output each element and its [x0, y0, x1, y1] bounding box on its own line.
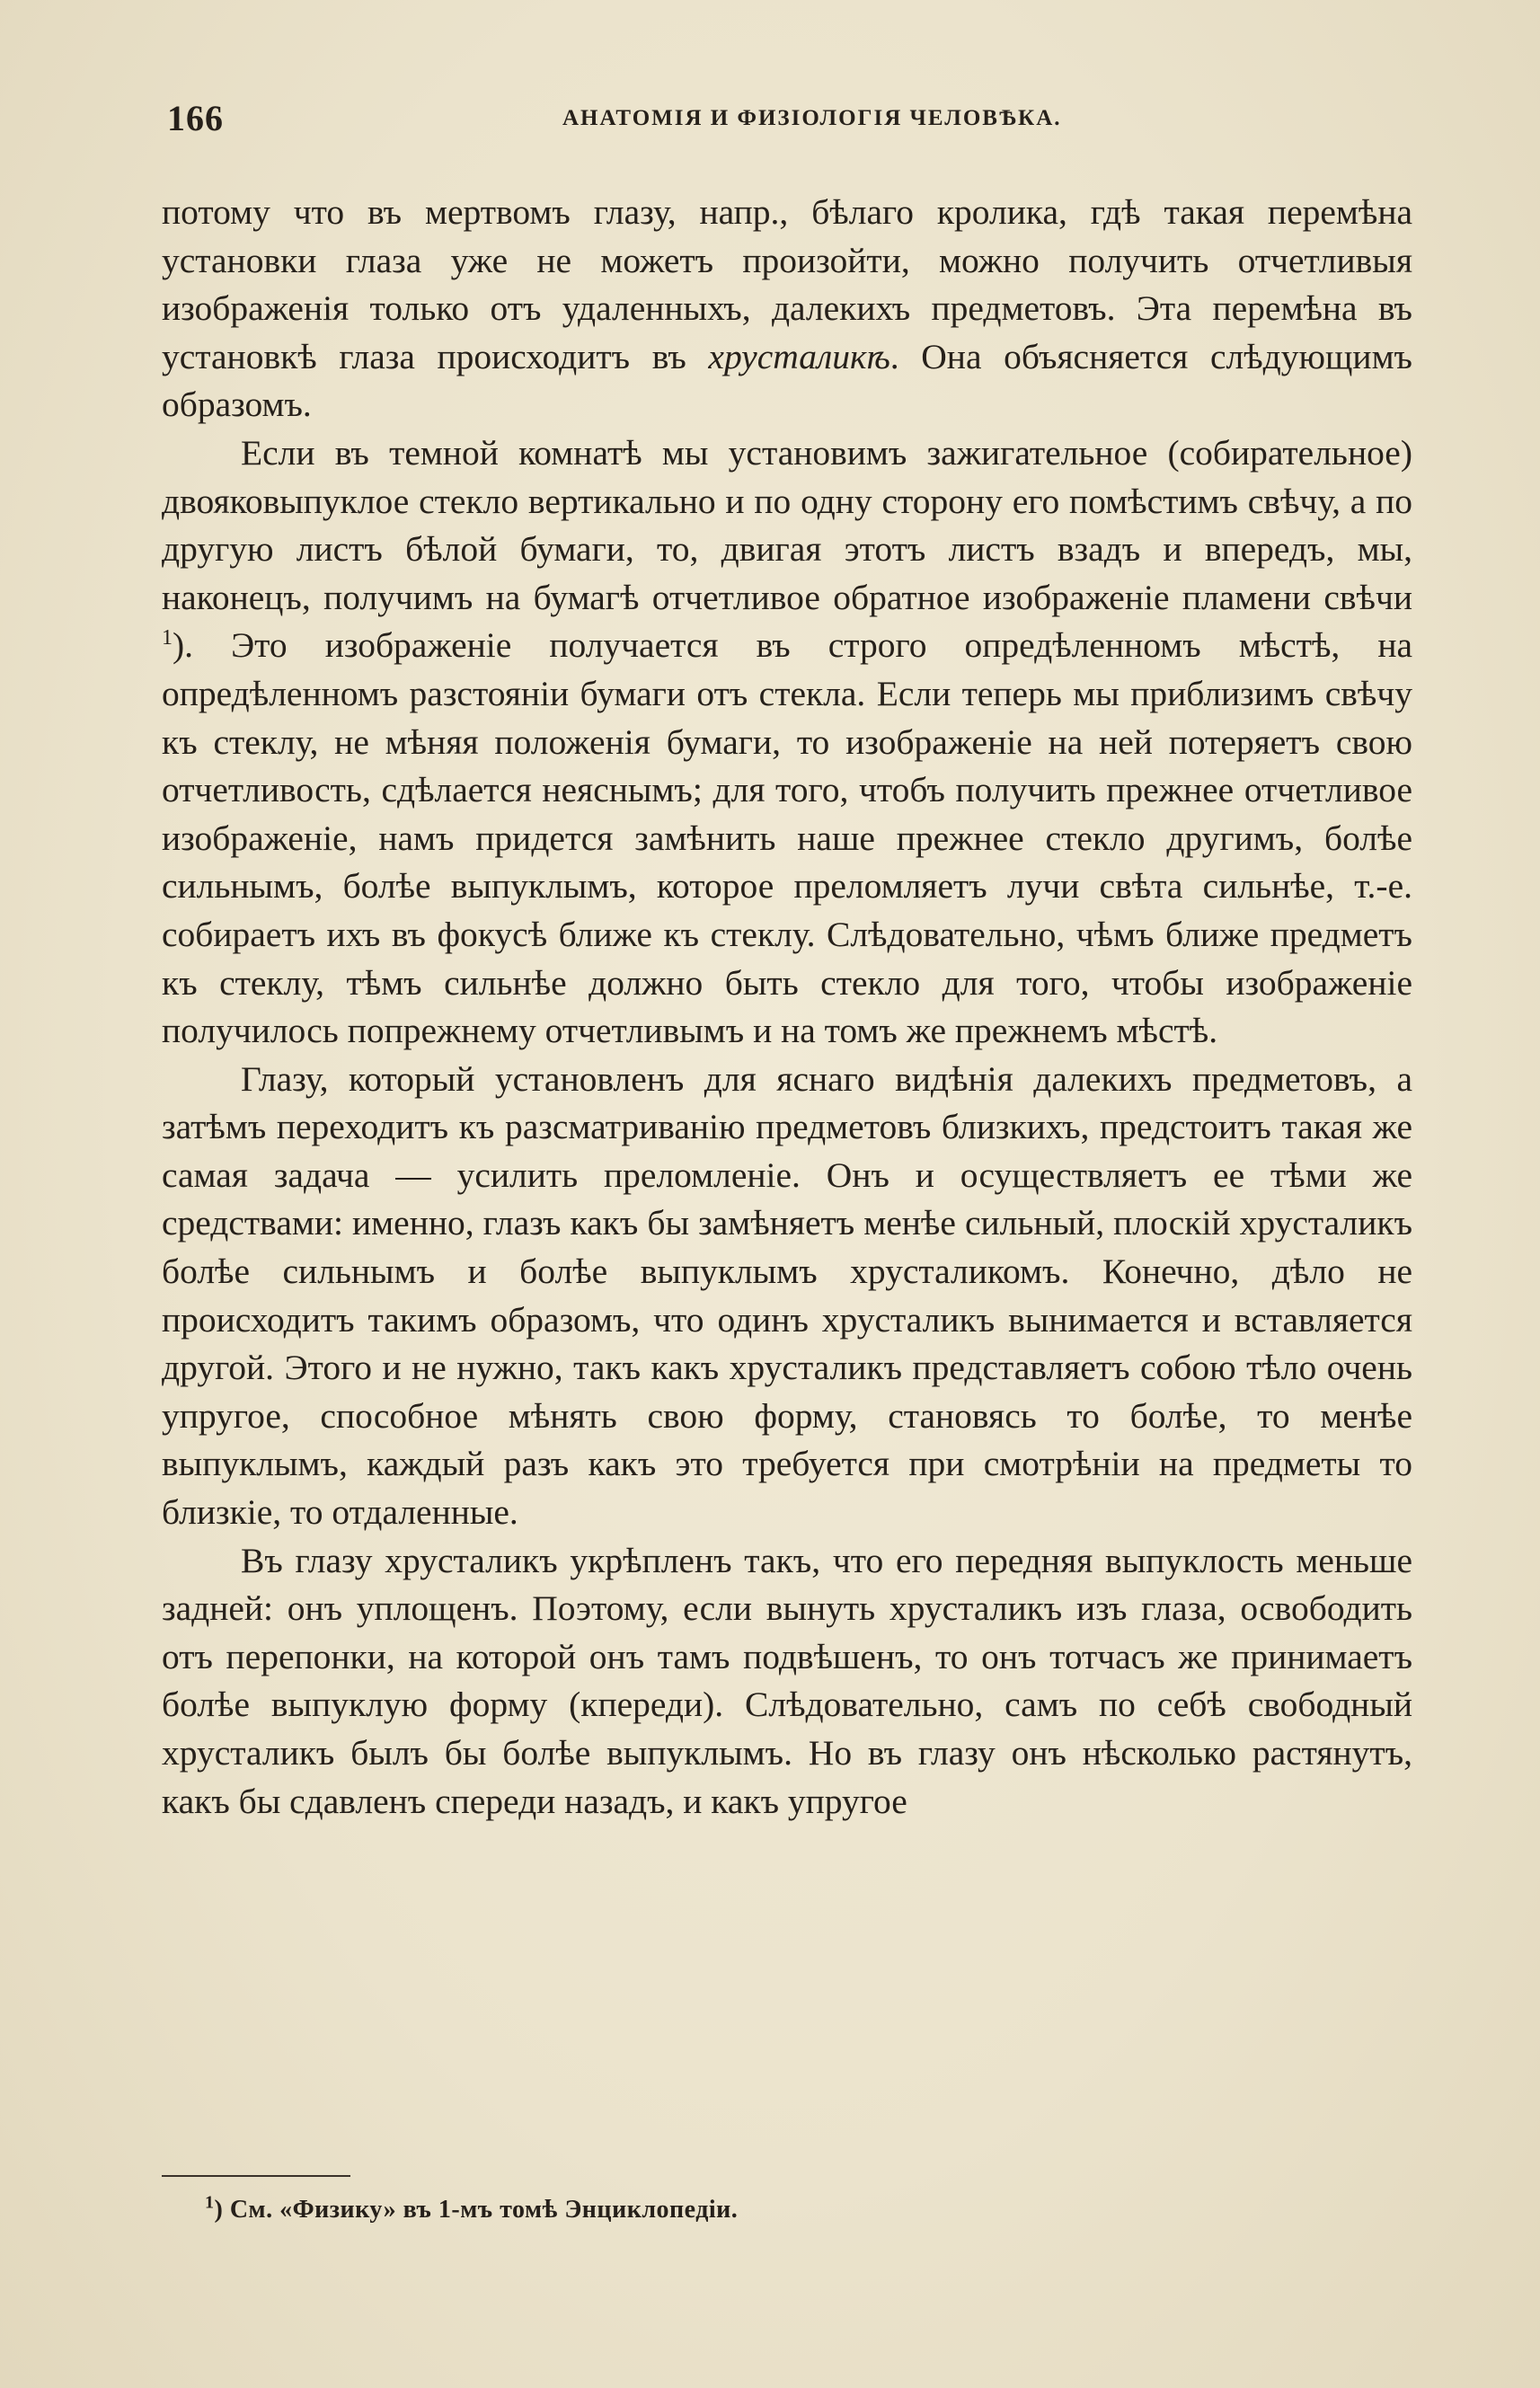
- body-text: [162, 189, 1412, 1826]
- paragraph-3: [162, 1056, 1412, 1537]
- paragraph-3-text: Глазу, который установленъ для яснаго видѣнія далекихъ предметовъ, а затѣмъ переходитъ къ разсматриванію предметовъ близкихъ, предстоитъ такая же самая задача — усилить преломленіе. Онъ и осуществляетъ ее тѣми же средствами: именно, глазъ какъ бы замѣняетъ менѣе сильный, плоскій хрусталикъ болѣе сильнымъ и болѣе выпуклымъ хрусталикомъ. Конечно, дѣло не происходитъ такимъ образомъ, что одинъ хрусталикъ вынимается и вставляется другой. Этого и не нужно, такъ какъ хрусталикъ представляетъ собою тѣло очень упругое, способное мѣнять свою форму, становясь то болѣе, то менѣе выпуклымъ, каждый разъ какъ это требуется при смотрѣніи на предметы то близкіе, то отдаленные.: [162, 1058, 1412, 1533]
- paragraph-2-text: Если въ темной комнатѣ мы установимъ зажигательное (собирательное) двояковыпуклое стекло вертикально и по одну сторону его помѣстимъ свѣчу, а по другую листъ бѣлой бумаги, то, двигая этотъ листъ взадъ и впередъ, мы, наконецъ, получимъ на бумагѣ отчетливое обратное изображеніе пламени свѣчи: [162, 432, 1412, 617]
- paragraph-2: [162, 429, 1412, 1056]
- running-title: АНАТОМІЯ И ФИЗІОЛОГІЯ ЧЕЛОВѢКА.: [562, 106, 1062, 130]
- paragraph-1-text: потому что въ мертвомъ глазу, напр., бѣлаго кролика, гдѣ такая перемѣна установки глаза уже не можетъ произойти, можно получить отчетливыя изображенія только отъ удаленныхъ, далекихъ предметовъ. Эта перемѣна въ установкѣ глаза происходитъ въ: [162, 192, 1412, 376]
- paragraph-4: [162, 1537, 1412, 1826]
- footnote-marker: 1: [205, 2192, 215, 2213]
- paragraph-1-text-end: . Она объясняется слѣдующимъ образомъ.: [162, 336, 1412, 425]
- paragraph-2-text-end: ). Это изображеніе получается въ строго опредѣленномъ мѣстѣ, на опредѣленномъ разстояніи бумаги отъ стекла. Если теперь мы приблизимъ свѣчу къ стеклу, не мѣняя положенія бумаги, то изображеніе на ней потеряетъ свою отчетливость, сдѣлается неяснымъ; для того, чтобъ получить прежнее отчетливое изображеніе, намъ придется замѣнить наше прежнее стекло другимъ, болѣе сильнымъ, болѣе выпуклымъ, которое преломляетъ лучи свѣта сильнѣе, т.-е. собираетъ ихъ въ фокусѣ ближе къ стеклу. Слѣдовательно, чѣмъ ближе предметъ къ стеклу, тѣмъ сильнѣе должно быть стекло для того, чтобы изображеніе получилось попрежнему отчетливымъ и на томъ же прежнемъ мѣстѣ.: [162, 625, 1412, 1051]
- paragraph-1: [162, 189, 1412, 429]
- page-number: 166: [167, 98, 224, 138]
- footnote-text: ) См. «Физику» въ 1-мъ томѣ Энциклопедіи.: [214, 2196, 739, 2224]
- page-header: [167, 97, 1412, 144]
- footnote-reference[interactable]: 1: [162, 626, 173, 650]
- footnote: [205, 2192, 739, 2224]
- footnote-divider: [162, 2175, 350, 2177]
- paragraph-1-italic-term: хрусталикѣ: [708, 336, 890, 376]
- paragraph-4-text: Въ глазу хрусталикъ укрѣпленъ такъ, что его передняя выпуклость меньше задней: онъ уплощенъ. Поэтому, если вынуть хрусталикъ изъ глаза, освободить отъ перепонки, на которой онъ тамъ подвѣшенъ, то онъ тотчасъ же принимаетъ болѣе выпуклую форму (кпереди). Слѣдовательно, самъ по себѣ свободный хрусталикъ былъ бы болѣе выпуклымъ. Но въ глазу онъ нѣсколько растянутъ, какъ бы сдавленъ спереди назадъ, и какъ упругое: [162, 1540, 1412, 1821]
